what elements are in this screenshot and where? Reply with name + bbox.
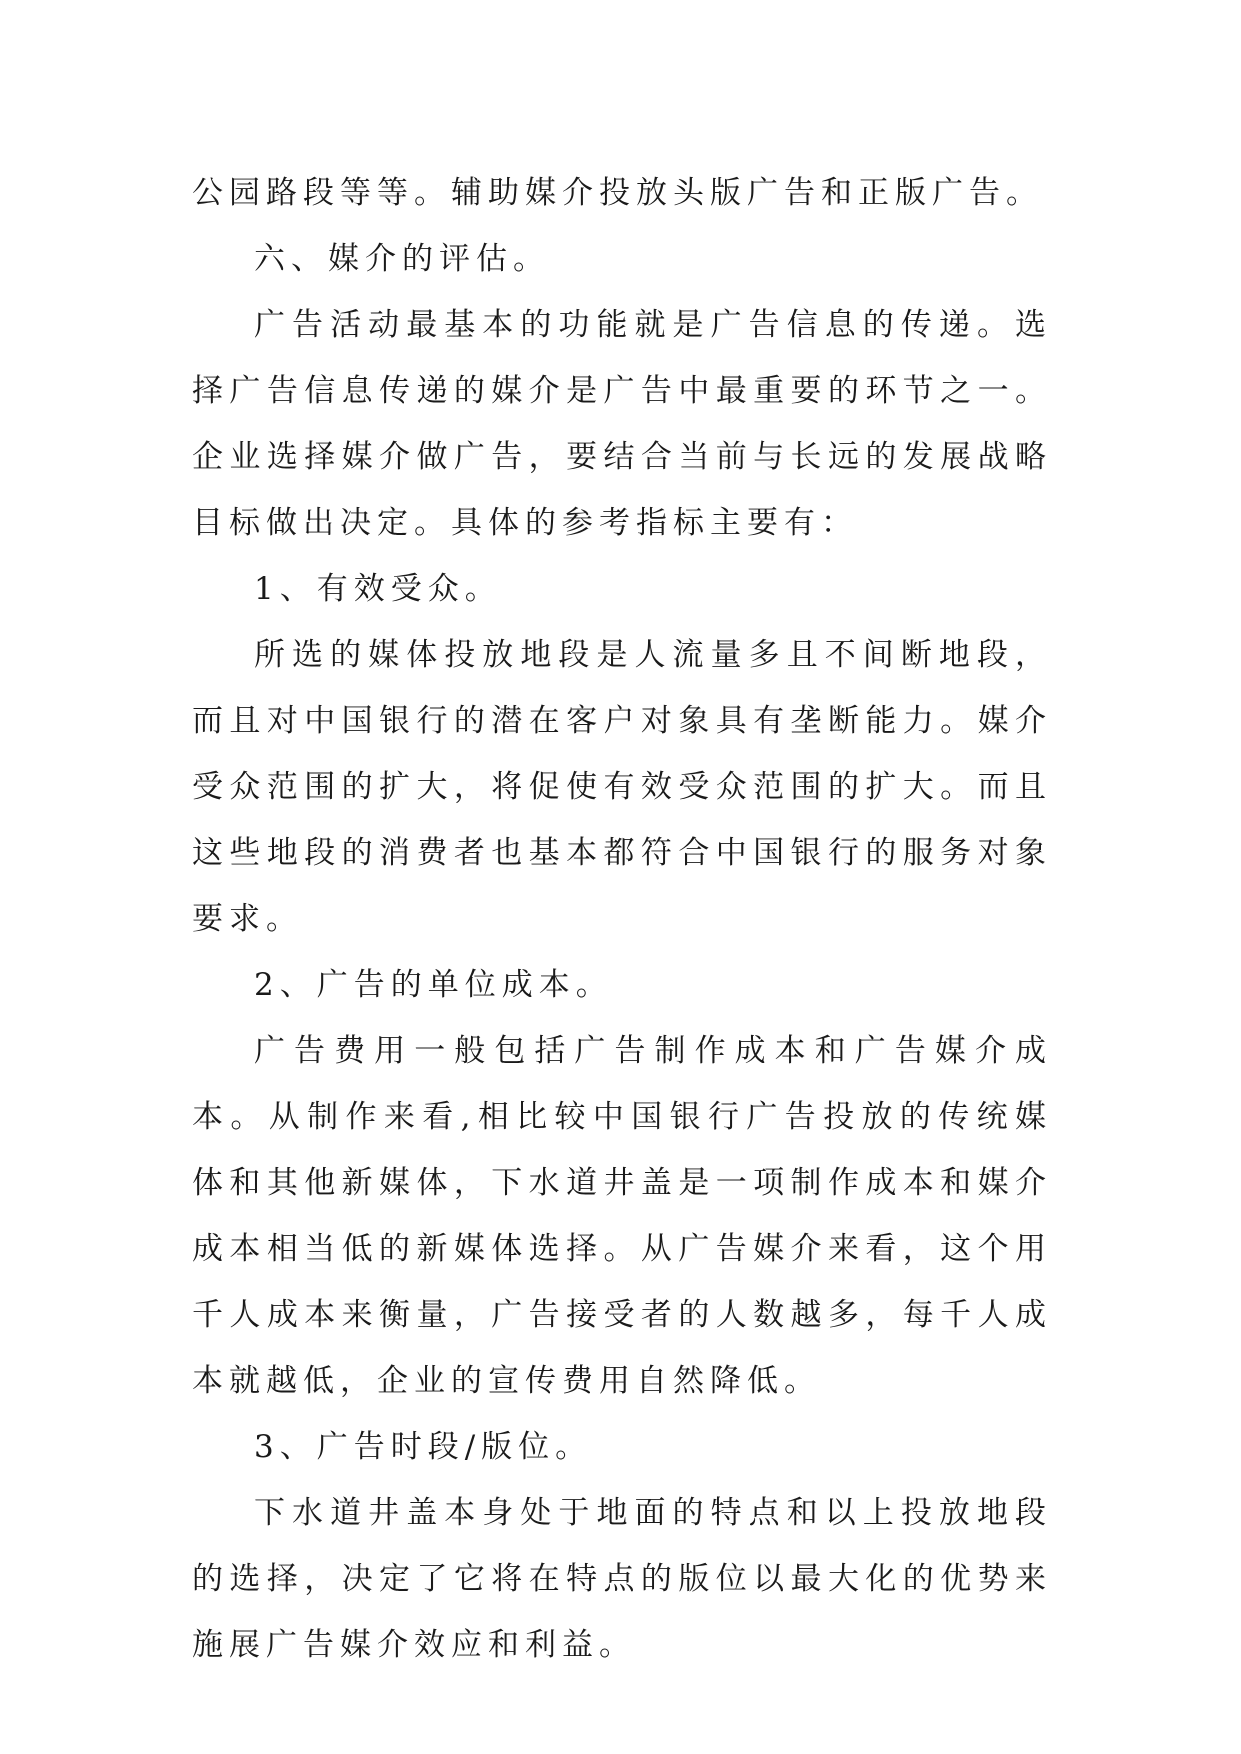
paragraph-unit-cost: 广告费用一般包括广告制作成本和广告媒介成本。从制作来看,相比较中国银行广告投放的传统媒体和其他新媒体，下水道井盖是一项制作成本和媒介成本相当低的新媒体选择。从广告媒介来看，这个用千人成本来衡量，广告接受者的人数越多，每千人成本就越低，企业的宣传费用自然降低。 [192,1033,1052,1399]
paragraph-continuation: 公园路段等等。辅助媒介投放头版广告和正版广告。 [192,175,1043,211]
paragraph-intro: 广告活动最基本的功能就是广告信息的传递。选择广告信息传递的媒介是广告中最重要的环节之一。企业选择媒介做广告，要结合当前与长远的发展战略目标做出决定。具体的参考指标主要有： [192,307,1052,541]
section-heading-media-evaluation: 六、媒介的评估。 [254,241,550,277]
item-heading-unit-cost: 2、广告的单位成本。 [254,967,613,1003]
document-body [192,160,1052,1678]
item-heading-effective-audience: 1、有效受众。 [254,571,502,607]
paragraph-effective-audience: 所选的媒体投放地段是人流量多且不间断地段，而且对中国银行的潜在客户对象具有垄断能力。媒介受众范围的扩大，将促使有效受众范围的扩大。而且这些地段的消费者也基本都符合中国银行的服务对象要求。 [192,637,1052,937]
item-heading-time-slot: 3、广告时段/版位。 [254,1429,593,1465]
paragraph-time-slot: 下水道井盖本身处于地面的特点和以上投放地段的选择，决定了它将在特点的版位以最大化的优势来施展广告媒介效应和利益。 [192,1495,1052,1663]
